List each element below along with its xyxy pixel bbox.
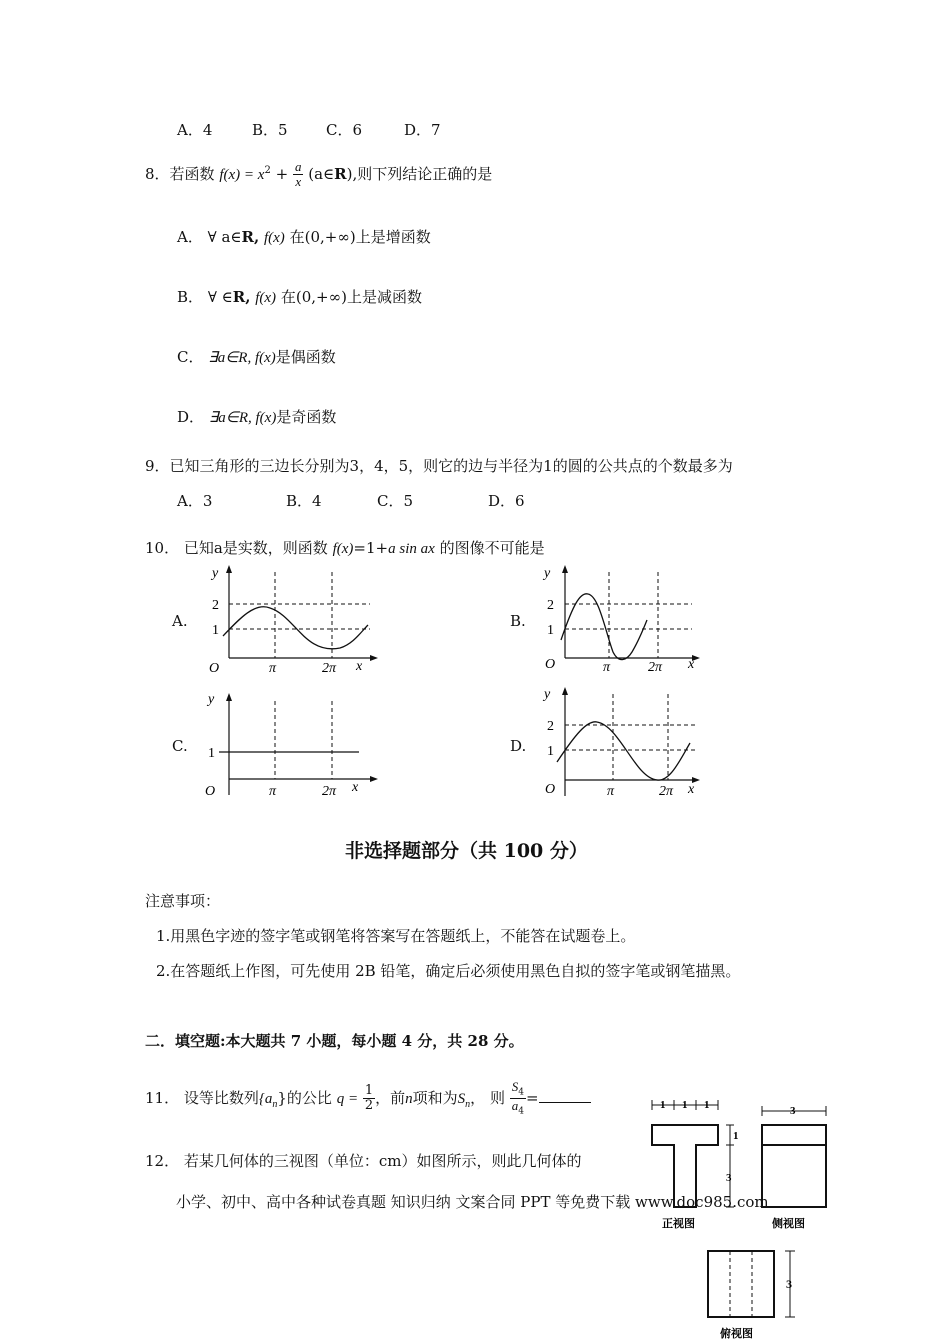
q9-stem: 9．已知三角形的三边长分别为3，4，5，则它的边与半径为1的圆的公共点的个数最多为 [145, 457, 733, 475]
q9-option-b: B．4 [286, 492, 322, 510]
q8-fraction: $\frac{a}{x}$ [294, 159, 302, 190]
notes-item-2: 2.在答题纸上作图，可先使用 2B 铅笔，确定后必须使用黑色自拟的签字笔或钢笔描黑。 [156, 962, 741, 980]
q8-option-a: A． ∀ a∈R, f(x) 在(0,+∞)上是增函数 [177, 228, 431, 246]
graph-b-origin: O [545, 657, 556, 672]
graph-c-origin: O [205, 784, 216, 799]
graph-c-tick-pi: π [269, 784, 277, 799]
graph-a-label: A. [172, 612, 188, 630]
q9-option-c: C．5 [377, 492, 414, 510]
graph-a-tick-pi: π [269, 661, 277, 675]
front-dim-1c: 1 [704, 1099, 710, 1111]
graph-d [535, 680, 710, 800]
footer-text: 小学、初中、高中各种试卷真题 知识归纳 文案合同 PPT 等免费下载 www.doc985.com [176, 1193, 769, 1211]
q12-stem: 12． 若某几何体的三视图（单位：cm）如图所示，则此几何体的 [145, 1152, 582, 1170]
graph-b-y-label: y [544, 566, 551, 581]
q11-stem: 11． 设等比数列$\{a_n\}$的公比 q = $\frac{1}{2}$ ，前n项和为$S_n$， 则 $\frac{S_4}{a_4}$ = [145, 1080, 591, 1120]
q8-option-d: D． ∃a∈R, f(x)是奇函数 [177, 408, 337, 426]
graph-a [195, 560, 385, 675]
graph-b [535, 560, 710, 675]
graph-c-x-label: x [352, 780, 359, 795]
graph-c-tick-2pi: 2π [322, 784, 337, 799]
graph-a-tick-1: 1 [212, 623, 219, 638]
graph-d-tick-1: 1 [547, 744, 554, 759]
front-dim-1b: 1 [682, 1099, 688, 1111]
graph-d-x-label: x [688, 782, 695, 797]
fill-in-header: 二．填空题:本大题共 7 小题，每小题 4 分，共 28 分。 [145, 1032, 524, 1050]
q7-option-a: A．4 [177, 121, 213, 139]
graph-c [195, 685, 385, 800]
graph-a-origin: O [209, 661, 220, 675]
graph-a-tick-2pi: 2π [322, 661, 337, 675]
graph-c-tick-1: 1 [208, 746, 215, 761]
top-dim-3: 3 [786, 1277, 792, 1291]
graph-b-x-label: x [688, 657, 695, 672]
q8-real-set: R [334, 164, 347, 183]
graph-d-label: D. [510, 737, 527, 755]
graph-a-tick-2: 2 [212, 598, 219, 613]
graph-c-y-label: y [208, 692, 215, 707]
q7-option-d: D．7 [404, 121, 441, 139]
q7-option-c: C．6 [326, 121, 363, 139]
front-dim-height-1: 1 [733, 1130, 739, 1142]
q8-stem-suffix: ),则下列结论正确的是 [346, 164, 493, 183]
q8-stem [145, 160, 492, 190]
graph-a-x-label: x [356, 659, 363, 674]
graph-d-tick-2: 2 [547, 719, 554, 734]
q7-option-b: B．5 [252, 121, 288, 139]
front-dim-1a: 1 [660, 1099, 666, 1111]
q8-option-b: B． ∀ ∈R, f(x) 在(0,+∞)上是减函数 [177, 288, 422, 306]
q11-answer-blank[interactable] [539, 1088, 591, 1103]
q8-function: f(x) = x [219, 166, 265, 183]
graph-d-y-label: y [544, 687, 551, 702]
q8-stem-prefix: 8．若函数 [145, 164, 215, 183]
notes-item-1: 1.用黑色字迹的签字笔或钢笔将答案写在答题纸上，不能答在试题卷上。 [156, 927, 636, 945]
front-dim-height-3: 3 [726, 1172, 732, 1184]
q9-option-a: A．3 [177, 492, 213, 510]
graph-a-y-label: y [212, 566, 219, 581]
graph-b-label: B. [510, 612, 526, 630]
q8-exponent: 2 [264, 164, 271, 176]
side-dim-3: 3 [790, 1105, 796, 1117]
graph-b-tick-1: 1 [547, 623, 554, 638]
q11-ratio-fraction: $\frac{1}{2}$ [364, 1083, 374, 1114]
three-views [640, 1095, 840, 1343]
graph-b-tick-pi: π [603, 660, 611, 675]
notes-heading: 注意事项： [145, 892, 221, 910]
q11-answer-fraction: $\frac{S_4}{a_4}$ [511, 1079, 524, 1118]
graph-d-origin: O [545, 782, 556, 797]
graph-d-tick-2pi: 2π [659, 784, 674, 799]
q8-plus: + [275, 164, 289, 183]
graph-c-label: C. [172, 737, 188, 755]
graph-b-tick-2pi: 2π [648, 660, 663, 675]
section-title: 非选择题部分（共 100 分） [345, 840, 588, 862]
top-view-label: 俯视图 [720, 1328, 753, 1340]
q9-option-d: D．6 [488, 492, 525, 510]
graph-d-tick-pi: π [607, 784, 615, 799]
graph-b-tick-2: 2 [547, 598, 554, 613]
front-view-label: 正视图 [662, 1218, 695, 1230]
q8-option-c: C． ∃a∈R, f(x)是偶函数 [177, 348, 336, 366]
q10-stem: 10． 已知a是实数，则函数 f(x)=1+a sin ax 的图像不可能是 [145, 539, 545, 557]
side-view-label: 侧视图 [772, 1218, 805, 1230]
q8-condition: (a∈ [308, 164, 335, 183]
